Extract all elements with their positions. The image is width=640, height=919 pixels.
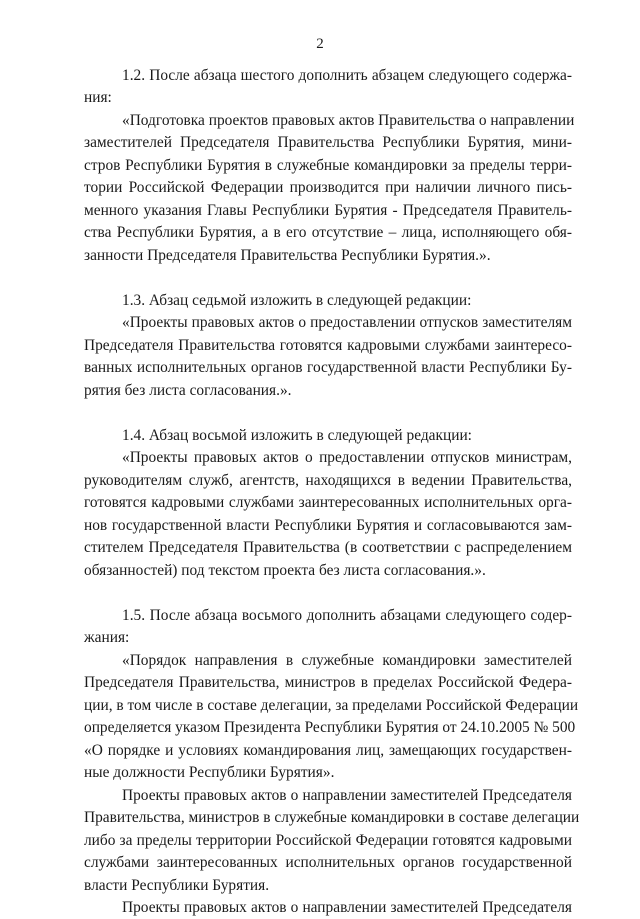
- text-line: Председателя Правительства готовятся кадровыми службами заинтересо-: [84, 337, 572, 354]
- text-line: рятия без листа согласования.».: [84, 382, 292, 399]
- text-line: Проекты правовых актов о направлении заместителей Председателя: [122, 787, 572, 804]
- text-line: обязанностей) под текстом проекта без листа согласования.».: [84, 562, 486, 579]
- text-line: Правительства, министров в служебные командировки в составе делегации: [84, 809, 580, 826]
- text-line: ции, в том числе в составе делегации, за пределами Российской Федерации: [84, 697, 579, 714]
- text-line: готовятся кадровыми службами заинтересованных исполнительных орга-: [84, 494, 572, 511]
- text-line: «О порядке и условиях командирования лиц, замещающих государствен-: [84, 742, 572, 759]
- text-line: ванных исполнительных органов государственной власти Республики Бу-: [84, 359, 572, 376]
- page-number: 2: [316, 36, 324, 52]
- text-line: менного указания Главы Республики Бурятия - Председателя Правитель-: [84, 202, 572, 219]
- text-line: «Порядок направления в служебные командировки заместителей: [122, 652, 572, 669]
- text-line: 1.4. Абзац восьмой изложить в следующей редакции:: [122, 427, 472, 444]
- text-line: руководителям служб, агентств, находящихся в ведении Правительства,: [84, 472, 572, 489]
- text-line: либо за пределы территории Российской Федерации готовятся кадровыми: [84, 832, 572, 849]
- text-line: ства Республики Бурятия, а в его отсутствие – лица, исполняющего обя-: [84, 224, 572, 241]
- text-line: службами заинтересованных исполнительных органов государственной: [84, 854, 572, 871]
- text-line: «Подготовка проектов правовых актов Правительства о направлении: [122, 112, 575, 129]
- text-line: 1.5. После абзаца восьмого дополнить абзацами следующего содер-: [122, 607, 572, 624]
- text-line: 1.3. Абзац седьмой изложить в следующей редакции:: [122, 292, 472, 309]
- text-line: стителем Председателя Правительства (в соответствии с распределением: [84, 539, 572, 556]
- text-line: ные должности Республики Бурятия».: [84, 764, 335, 781]
- text-line: стров Республики Бурятия в служебные командировки за пределы терри-: [84, 157, 572, 174]
- text-line: власти Республики Бурятия.: [84, 877, 270, 894]
- text-line: ния:: [84, 89, 112, 106]
- text-line: тории Российской Федерации производится при наличии личного пись-: [84, 179, 572, 196]
- text-line: жания:: [84, 629, 130, 646]
- text-line: 1.2. После абзаца шестого дополнить абзацем следующего содержа-: [122, 67, 572, 84]
- text-line: «Проекты правовых актов о предоставлении отпусков министрам,: [122, 449, 572, 466]
- text-line: заместителей Председателя Правительства Республики Бурятия, мини-: [84, 134, 572, 151]
- text-line: нов государственной власти Республики Бурятия и согласовываются зам-: [84, 517, 572, 534]
- text-line: Председателя Правительства, министров в пределах Российской Федера-: [84, 674, 572, 691]
- text-line: «Проекты правовых актов о предоставлении отпусков заместителям: [122, 314, 572, 331]
- text-line: занности Председателя Правительства Республики Бурятия.».: [84, 247, 491, 264]
- text-line: Проекты правовых актов о направлении заместителей Председателя: [122, 899, 572, 916]
- text-line: определяется указом Президента Республики Бурятия от 24.10.2005 № 500: [84, 719, 576, 736]
